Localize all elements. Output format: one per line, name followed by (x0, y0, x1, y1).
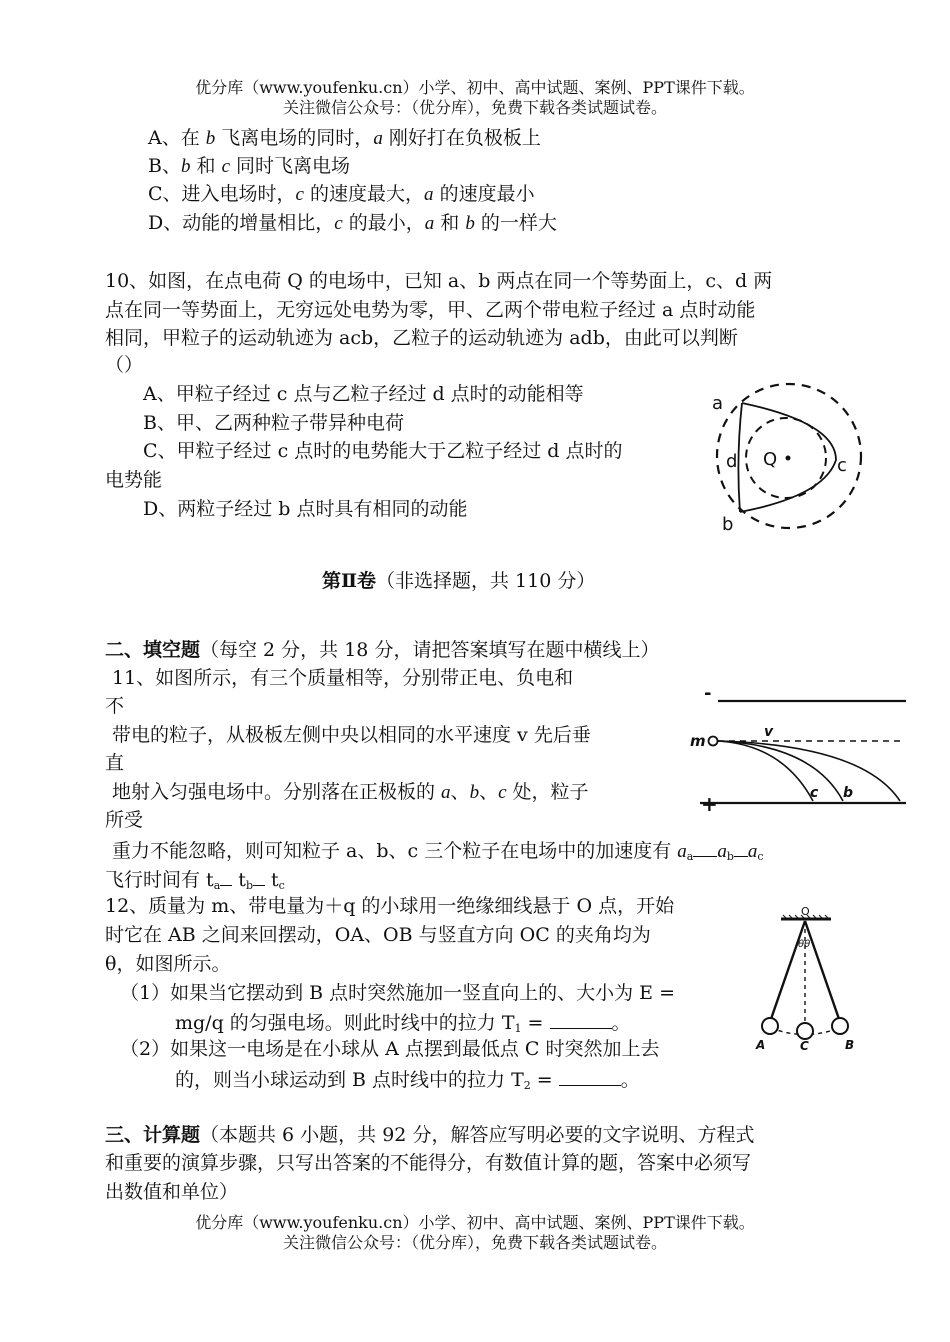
page-footer-line-1: 优分库（www.youfenku.cn）小学、初中、高中试题、案例、PPT课件下载。 (195, 1213, 755, 1232)
calc-heading-line-1 (105, 1122, 754, 1148)
q11-blank-acc-1[interactable] (693, 836, 717, 857)
section-2-title-bold: 第Ⅱ卷 (322, 570, 377, 592)
q9-b-text-3: 同时飞离电场 (230, 155, 351, 177)
label-v: v (764, 724, 774, 740)
fill-in-heading-rest: （每空 2 分，共 18 分，请把答案填写在题中横线上） (200, 639, 660, 661)
q12-line-1: 12、质量为 m、带电量为＋q 的小球用一绝缘细线悬于 O 点，开始 (105, 895, 675, 917)
q9-c-text-2: 的速度最大， (303, 183, 425, 205)
q11-l7-text: 重力不能忽略，则可知粒子 a、b、c 三个粒子在电场中的加速度有 (112, 840, 678, 862)
q9-option-b (148, 153, 350, 180)
q11-blank-time-2[interactable] (253, 865, 265, 886)
fill-in-heading (105, 637, 659, 663)
q10-stem-line-3: 相同，甲粒子的运动轨迹为 acb，乙粒子的运动轨迹为 adb，由此可以判断 (105, 327, 738, 349)
calc-heading-line-2: 和重要的演算步骤，只写出答案的不能得分，有数值计算的题，答案中必须写 (105, 1152, 752, 1174)
q11-l5-var-c: c (498, 782, 507, 803)
q10-option-b: B、甲、乙两种粒子带异种电荷 (143, 412, 404, 434)
page-header-line-2: 关注微信公众号：（优分库），免费下载各类试题试卷。 (282, 98, 667, 117)
calc-heading-line-3: 出数值和单位） (105, 1181, 239, 1203)
q9-b-text-1: B、 (148, 155, 181, 177)
q12-pendulum-figure (748, 905, 863, 1053)
label-c: c (810, 785, 819, 801)
q11-l8-text: 飞行时间有 t (105, 869, 214, 891)
q9-a-text-3: 刚好打在负极板上 (382, 127, 541, 149)
q9-c-text-1: C、进入电场时， (148, 183, 296, 205)
q11-line-3: 带电的粒子，从极板左侧中央以相同的水平速度 v 先后垂 (112, 724, 591, 746)
q12-p1-text: mg/q 的匀强电场。则此时线中的拉力 T (175, 1012, 515, 1034)
q9-d-text-2: 的最小， (342, 212, 425, 234)
q9-d-var-3: b (465, 213, 475, 234)
page-header-line-1: 优分库（www.youfenku.cn）小学、初中、高中试题、案例、PPT课件下载。 (195, 78, 755, 97)
label-c: c (837, 455, 847, 476)
plus-sign: + (701, 792, 718, 816)
q12-part-2-line-2 (175, 1065, 640, 1099)
q9-b-var-1: b (180, 156, 191, 177)
q9-a-var-2: a (373, 128, 383, 149)
q9-a-text-1: A、在 (148, 127, 206, 149)
q11-blank-time-1[interactable] (220, 865, 232, 886)
particle-m (709, 737, 718, 746)
q10-stem-line-4: （） (105, 354, 144, 376)
label-theta: θθ (798, 939, 811, 950)
calc-heading-bold: 三、计算题 (105, 1124, 201, 1146)
q11-line-5 (112, 779, 589, 806)
charge-q-dot (786, 456, 791, 461)
q12-answer-blank-1[interactable] (550, 1008, 612, 1029)
q9-option-d (148, 210, 557, 237)
q9-option-c (148, 181, 535, 208)
q9-c-var-2: a (424, 184, 434, 205)
section-2-title-rest: （非选择题，共 110 分） (376, 570, 596, 592)
q11-l5-text-1: 地射入匀强电场中。分别落在正极板的 (112, 781, 442, 803)
q11-acc-a-sub: a (686, 850, 694, 863)
trajectory-1 (718, 741, 813, 801)
q9-option-a (148, 125, 541, 152)
q9-c-var-1: c (295, 184, 304, 205)
q12-line-3: θ，如图所示。 (105, 953, 231, 975)
q11-capacitor-figure (688, 683, 913, 815)
calc-heading-rest: （本题共 6 小题，共 92 分，解答应写明必要的文字说明、方程式 (200, 1124, 755, 1146)
ball-a (762, 1018, 778, 1034)
q9-c-text-3: 的速度最小 (433, 183, 535, 205)
label-b: B (845, 1038, 855, 1052)
q11-t-c-sub: c (278, 879, 285, 892)
q9-a-var-1: b (205, 128, 216, 149)
q11-l5-sep-2: 、 (479, 781, 499, 803)
q11-t-b: t (238, 869, 246, 891)
ball-c (797, 1023, 813, 1039)
q10-stem-line-2: 点在同一等势面上，无穷远处电势为零，甲、乙两个带电粒子经过 a 点时动能 (105, 299, 756, 321)
q9-d-text-1: D、动能的增量相比， (148, 212, 335, 234)
q9-a-text-2: 飞离电场的同时， (215, 127, 374, 149)
q12-part-2-line-1: （2）如果这一电场是在小球从 A 点摆到最低点 C 时突然加上去 (120, 1038, 660, 1060)
label-b: b (722, 514, 734, 535)
q12-answer-blank-2[interactable] (559, 1065, 621, 1086)
q11-l5-sep-1: 、 (450, 781, 470, 803)
ball-b (832, 1018, 848, 1034)
q10-option-a: A、甲粒子经过 c 点与乙粒子经过 d 点时的动能相等 (143, 383, 584, 405)
q10-stem-line-1: 10、如图，在点电荷 Q 的电场中，已知 a、b 两点在同一个等势面上，c、d 两 (105, 270, 773, 292)
q9-b-text-2: 和 (190, 155, 222, 177)
q12-p1-end: 。 (611, 1012, 631, 1034)
section-2-title (322, 568, 595, 594)
q11-l5-text-2: 处，粒子 (506, 781, 589, 803)
fill-in-heading-bold: 二、填空题 (105, 639, 201, 661)
q12-part-1-line-1: （1）如果当它摆动到 B 点时突然施加一竖直向上的、大小为 E = (120, 982, 676, 1004)
q11-acc-c: a (747, 841, 758, 862)
q10-equipotential-figure (706, 378, 866, 536)
q9-b-var-2: c (221, 156, 230, 177)
q10-option-d: D、两粒子经过 b 点时具有相同的动能 (143, 498, 468, 520)
q11-line-4: 直 (105, 752, 125, 774)
minus-sign: - (704, 683, 712, 704)
q11-line-1: 11、如图所示，有三个质量相等，分别带正电、负电和 (112, 667, 574, 689)
q9-d-var-2: a (424, 213, 435, 234)
label-d: d (726, 451, 738, 472)
q12-p2-text: 的，则当小球运动到 B 点时线中的拉力 T (175, 1069, 524, 1091)
q11-acc-a: a (677, 841, 687, 862)
q12-line-2: 时它在 AB 之间来回摆动，OA、OB 与竖直方向 OC 的夹角均为 (105, 924, 651, 946)
label-o: O (801, 905, 810, 918)
q10-option-c-line-1: C、甲粒子经过 c 点时的电势能大于乙粒子经过 d 点时的 (143, 440, 623, 462)
label-b: b (843, 785, 854, 801)
q12-p2-sub: 2 (523, 1079, 531, 1092)
q11-acc-b-sub: b (726, 850, 734, 863)
string-ob (805, 921, 839, 1019)
q12-p1-sub: 1 (514, 1022, 522, 1035)
label-q: Q (763, 449, 778, 470)
q11-t-b-sub: b (245, 879, 253, 892)
q12-p2-eq: = (530, 1069, 559, 1091)
q11-t-c: t (271, 869, 279, 891)
trajectory-2 (718, 741, 843, 801)
page-footer-line-2: 关注微信公众号：（优分库），免费下载各类试题试卷。 (282, 1233, 667, 1252)
q12-p1-eq: = (521, 1012, 550, 1034)
q11-acc-c-sub: c (757, 850, 764, 863)
q12-p2-end: 。 (620, 1069, 640, 1091)
label-a: A (756, 1038, 766, 1052)
q10-option-c-line-2: 电势能 (105, 469, 163, 491)
trajectory-adb (738, 403, 742, 512)
label-m: m (690, 732, 706, 750)
q11-line-6: 所受 (105, 809, 144, 831)
q9-d-text-4: 的一样大 (474, 212, 557, 234)
q11-l5-var-a: a (441, 782, 451, 803)
q11-blank-acc-2[interactable] (734, 836, 748, 857)
q9-d-text-3: 和 (434, 212, 466, 234)
q11-line-2: 不 (105, 695, 125, 717)
label-c: C (800, 1039, 809, 1053)
trajectory-3 (718, 741, 900, 801)
string-oa (771, 921, 805, 1019)
q11-acc-b: a (717, 841, 727, 862)
q9-d-var-1: c (334, 213, 343, 234)
q11-l5-var-b: b (469, 782, 480, 803)
label-a: a (712, 393, 724, 414)
q11-t-a-sub: a (213, 879, 221, 892)
